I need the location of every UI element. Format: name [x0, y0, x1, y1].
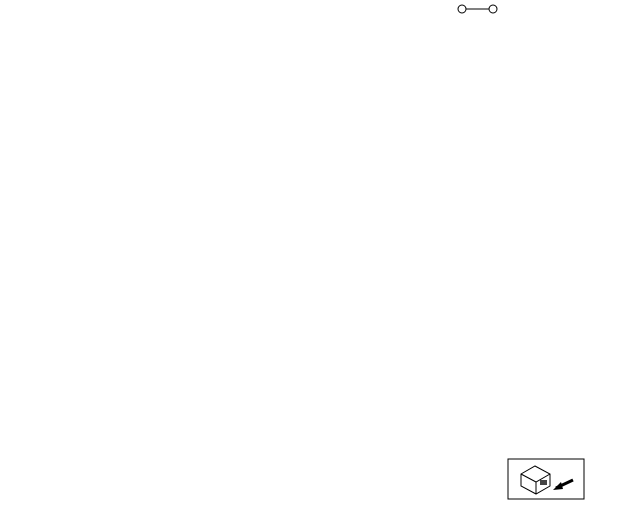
- legend: [458, 5, 497, 13]
- connector-icon: [508, 459, 584, 499]
